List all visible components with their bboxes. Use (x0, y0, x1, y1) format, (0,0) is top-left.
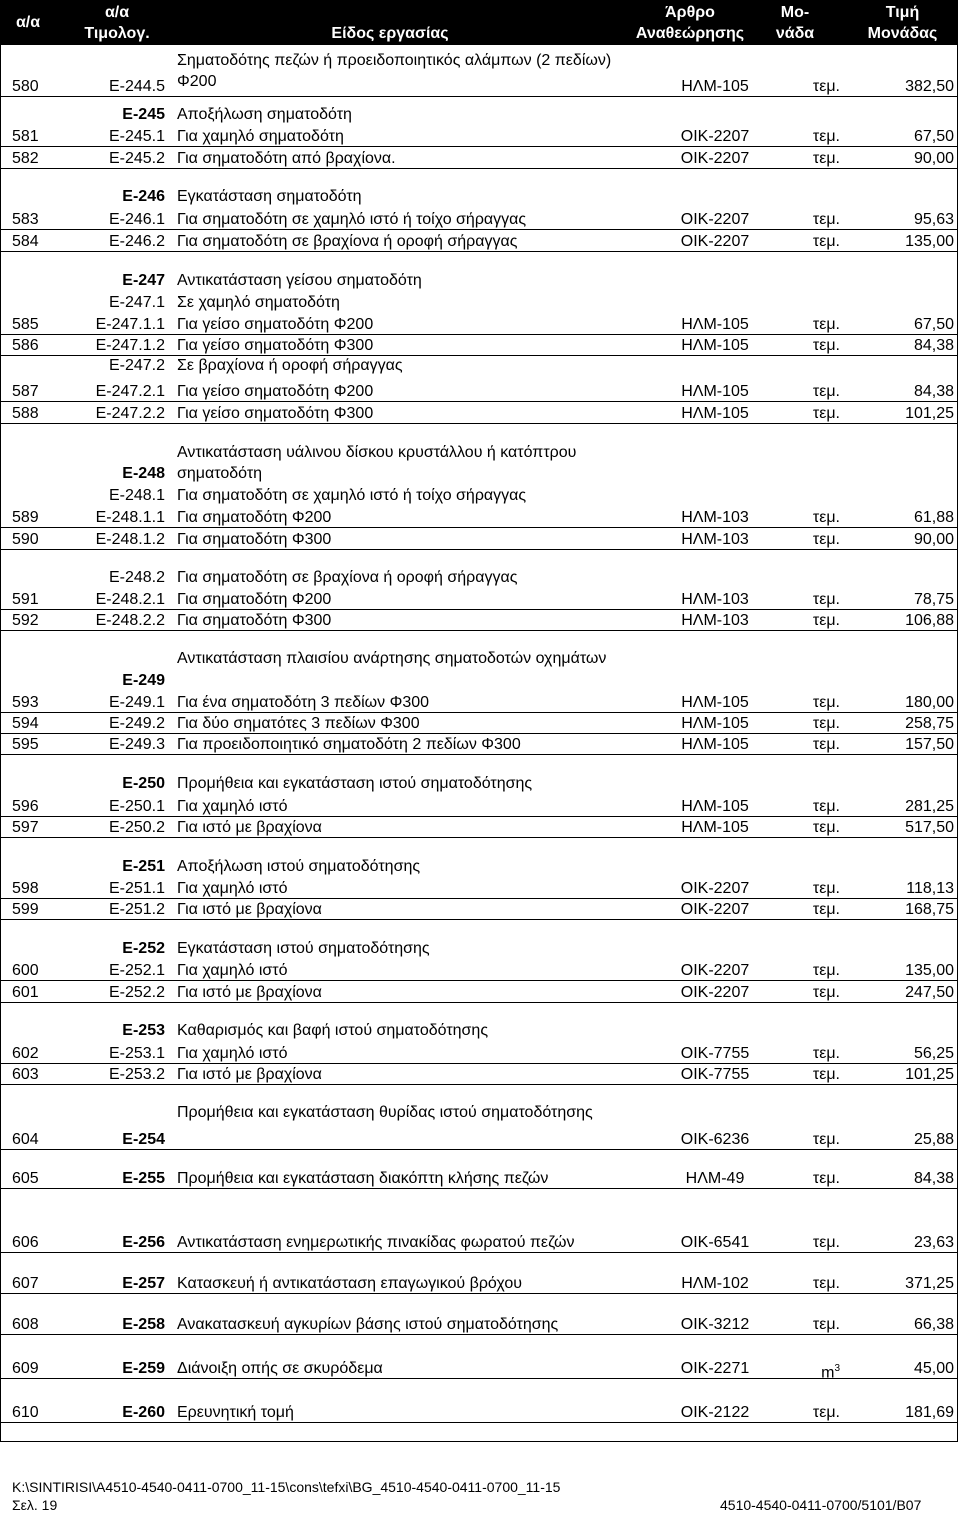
row-description: Για σηματοδότη από βραχίονα. (177, 150, 396, 167)
row-aa: 586 (12, 337, 39, 354)
row-article: ΟΙΚ-2207 (680, 233, 750, 250)
row-unit: τεμ. (812, 128, 840, 145)
row-description: Για σηματοδότη σε χαμηλό ιστό ή τοίχο σήραγγας (177, 211, 527, 228)
row-unit: τεμ. (812, 509, 840, 526)
row-article: ΗΛΜ-103 (681, 591, 749, 608)
row-code: Ε-260 (122, 1404, 165, 1421)
row-code: Ε-255 (122, 1170, 165, 1187)
row-aa: 592 (12, 612, 39, 629)
row-aa: 603 (12, 1066, 39, 1083)
row-description: Για γείσο σηματοδότη Φ200 (177, 383, 374, 400)
row-unit: τεμ. (812, 405, 840, 422)
row-price: 95,63 (913, 211, 954, 228)
row-price: 61,88 (913, 509, 954, 526)
row-description: Για σηματοδότη σε βραχίονα ή οροφή σήραγγας (177, 569, 518, 586)
row-code: Ε-259 (122, 1360, 165, 1377)
row-unit: τεμ. (812, 1275, 840, 1292)
row-description: Για σηματοδότη Φ300 (177, 531, 332, 548)
row-article: ΗΛΜ-105 (681, 819, 749, 836)
row-description: Εγκατάσταση ιστού σηματοδότησης (177, 940, 430, 957)
row-description: Αντικατάσταση ενημερωτικής πινακίδας φωρατού πεζών (177, 1234, 575, 1251)
row-code: Ε-253 (122, 1022, 165, 1039)
row-description: Αντικατάσταση πλαισίου ανάρτησης σηματοδοτών οχημάτων (177, 650, 607, 667)
row-article: ΗΛΜ-105 (681, 736, 749, 753)
row-code: Ε-245.1 (108, 128, 165, 145)
row-unit: τεμ. (812, 233, 840, 250)
row-unit: τεμ. (812, 1066, 840, 1083)
footer-page: Σελ. 19 (12, 1497, 58, 1513)
row-description: Σε βραχίονα ή οροφή σήραγγας (177, 357, 403, 374)
row-aa: 597 (12, 819, 39, 836)
row-description: Για σηματοδότη Φ200 (177, 509, 332, 526)
row-description: Για ιστό με βραχίονα (177, 819, 322, 836)
header-article-1: Άρθρο (665, 4, 715, 21)
row-code: Ε-248.2.1 (95, 591, 165, 608)
row-article: ΗΛΜ-105 (681, 78, 749, 95)
header-price-2: Μονάδας (867, 25, 938, 42)
row-code: Ε-247.1.1 (95, 316, 165, 333)
row-aa: 590 (12, 531, 39, 548)
row-code: Ε-247.2.2 (95, 405, 165, 422)
row-code: Ε-248.1 (108, 487, 165, 504)
row-description: Για χαμηλό ιστό (177, 798, 288, 815)
row-article: ΟΙΚ-2207 (680, 962, 750, 979)
row-unit: τεμ. (812, 819, 840, 836)
row-code: Ε-248.1.1 (95, 509, 165, 526)
row-code: Ε-249.2 (108, 715, 165, 732)
row-description: Για σηματοδότη Φ200 (177, 591, 332, 608)
row-code: Ε-249.1 (108, 694, 165, 711)
row-article: ΗΛΜ-103 (681, 509, 749, 526)
row-description: Για σηματοδότη σε χαμηλό ιστό ή τοίχο σήραγγας (177, 487, 527, 504)
row-code: Ε-252.2 (108, 984, 165, 1001)
row-article: ΟΙΚ-2207 (680, 128, 750, 145)
row-code: Ε-257 (122, 1275, 165, 1292)
row-description: Για ιστό με βραχίονα (177, 901, 322, 918)
row-unit: τεμ. (812, 1234, 840, 1251)
row-code: Ε-254 (122, 1131, 165, 1148)
row-article: ΟΙΚ-2207 (680, 880, 750, 897)
row-aa: 585 (12, 316, 39, 333)
row-article: ΟΙΚ-3212 (680, 1316, 750, 1333)
header-article-2: Αναθεώρησης (635, 25, 745, 42)
row-article: ΗΛΜ-103 (681, 612, 749, 629)
row-code: Ε-251.1 (108, 880, 165, 897)
row-description: Για ένα σηματοδότη 3 πεδίων Φ300 (177, 694, 430, 711)
row-description: Σε χαμηλό σηματοδότη (177, 294, 340, 311)
row-description: Ανακατασκευή αγκυρίων βάσης ιστού σηματοδότησης (177, 1316, 559, 1333)
row-aa: 609 (12, 1360, 39, 1377)
row-code: Ε-246 (122, 188, 165, 205)
row-aa: 602 (12, 1045, 39, 1062)
row-price: 181,69 (905, 1404, 954, 1421)
row-aa: 587 (12, 383, 39, 400)
row-description: Κατασκευή ή αντικατάσταση επαγωγικού βρόχου (177, 1275, 523, 1292)
row-price: 135,00 (905, 233, 954, 250)
row-unit: τεμ. (812, 962, 840, 979)
row-article: ΗΛΜ-105 (681, 798, 749, 815)
row-aa: 596 (12, 798, 39, 815)
row-price: 67,50 (913, 316, 954, 333)
row-unit: τεμ. (812, 1045, 840, 1062)
row-unit: τεμ. (812, 1170, 840, 1187)
row-code: Ε-247 (122, 272, 165, 289)
row-code: Ε-256 (122, 1234, 165, 1251)
row-code: Ε-248.2.2 (95, 612, 165, 629)
row-description: Προμήθεια και εγκατάσταση ιστού σηματοδότησης (177, 775, 533, 792)
header-aa: α/α (15, 14, 41, 31)
row-aa: 610 (12, 1404, 39, 1421)
row-code: Ε-251.2 (108, 901, 165, 918)
row-aa: 606 (12, 1234, 39, 1251)
row-unit: τεμ. (812, 798, 840, 815)
row-code: Ε-247.1 (108, 294, 165, 311)
row-unit: τεμ. (812, 880, 840, 897)
row-price: 56,25 (913, 1045, 954, 1062)
row-unit-superscript: 3 (834, 1363, 840, 1374)
row-description: Για γείσο σηματοδότη Φ300 (177, 337, 374, 354)
row-price: 157,50 (905, 736, 954, 753)
row-description: Προμήθεια και εγκατάσταση διακόπτη κλήσης πεζών (177, 1170, 549, 1187)
row-article: ΗΛΜ-103 (681, 531, 749, 548)
row-code: Ε-248.2 (108, 569, 165, 586)
row-article: ΗΛΜ-105 (681, 316, 749, 333)
row-price: 258,75 (905, 715, 954, 732)
row-description: Για χαμηλό ιστό (177, 880, 288, 897)
row-aa: 608 (12, 1316, 39, 1333)
row-code: Ε-253.2 (108, 1066, 165, 1083)
row-unit: τεμ. (812, 901, 840, 918)
row-unit: τεμ. (812, 1404, 840, 1421)
row-price: 90,00 (913, 150, 954, 167)
row-aa: 604 (12, 1131, 39, 1148)
row-aa: 581 (12, 128, 39, 145)
row-code: Ε-253.1 (108, 1045, 165, 1062)
row-description: Για ιστό με βραχίονα (177, 1066, 322, 1083)
row-article: ΗΛΜ-105 (681, 405, 749, 422)
row-price: 84,38 (913, 383, 954, 400)
row-article: ΟΙΚ-7755 (680, 1045, 750, 1062)
row-article: ΟΙΚ-2207 (680, 211, 750, 228)
row-description: Για προειδοποιητικό σηματοδότη 2 πεδίων Φ300 (177, 736, 521, 753)
header-unit-2: νάδα (775, 25, 815, 42)
row-price: 90,00 (913, 531, 954, 548)
row-unit: τεμ. (812, 383, 840, 400)
row-aa: 591 (12, 591, 39, 608)
row-description: Αντικατάσταση γείσου σηματοδότη (177, 272, 422, 289)
row-aa: 593 (12, 694, 39, 711)
row-unit: τεμ. (812, 211, 840, 228)
row-code: Ε-245 (122, 106, 165, 123)
header-aa-tim-2: Τιμολογ. (84, 25, 150, 42)
row-description: Καθαρισμός και βαφή ιστού σηματοδότησης (177, 1022, 489, 1039)
row-aa: 589 (12, 509, 39, 526)
row-price: 106,88 (905, 612, 954, 629)
row-code: Ε-246.2 (108, 233, 165, 250)
row-price: 382,50 (905, 78, 954, 95)
row-article: ΟΙΚ-7755 (680, 1066, 750, 1083)
row-description: Διάνοιξη οπής σε σκυρόδεμα (177, 1360, 383, 1377)
row-price: 101,25 (905, 405, 954, 422)
row-price: 517,50 (905, 819, 954, 836)
row-price: 78,75 (913, 591, 954, 608)
row-price: 247,50 (905, 984, 954, 1001)
row-price: 66,38 (913, 1316, 954, 1333)
row-unit: τεμ. (812, 1131, 840, 1148)
row-article: ΗΛΜ-102 (681, 1275, 749, 1292)
row-aa: 580 (12, 78, 39, 95)
row-article: ΟΙΚ-2207 (680, 150, 750, 167)
row-article: ΟΙΚ-2207 (680, 901, 750, 918)
row-aa: 594 (12, 715, 39, 732)
row-price: 371,25 (905, 1275, 954, 1292)
row-price: 84,38 (913, 337, 954, 354)
row-aa: 601 (12, 984, 39, 1001)
row-description: Ερευνητική τομή (177, 1404, 294, 1421)
row-unit: τεμ. (812, 531, 840, 548)
row-code: Ε-249.3 (108, 736, 165, 753)
row-price: 101,25 (905, 1066, 954, 1083)
row-description: Για χαμηλό ιστό (177, 1045, 288, 1062)
row-aa: 598 (12, 880, 39, 897)
row-description: Αποξήλωση σηματοδότη (177, 106, 352, 123)
row-description: Για χαμηλό σηματοδότη (177, 128, 344, 145)
row-description: Για χαμηλό ιστό (177, 962, 288, 979)
row-price: 135,00 (905, 962, 954, 979)
row-code: Ε-250 (122, 775, 165, 792)
row-description: Αποξήλωση ιστού σηματοδότησης (177, 858, 421, 875)
row-article: ΟΙΚ-6541 (680, 1234, 750, 1251)
row-unit: τεμ. (812, 150, 840, 167)
row-unit: τεμ. (812, 736, 840, 753)
row-unit: τεμ. (812, 984, 840, 1001)
row-aa: 583 (12, 211, 39, 228)
row-unit: τεμ. (812, 337, 840, 354)
row-code: Ε-258 (122, 1316, 165, 1333)
row-description: Για σηματοδότη σε βραχίονα ή οροφή σήραγγας (177, 233, 518, 250)
row-price: 25,88 (913, 1131, 954, 1148)
row-code: Ε-246.1 (108, 211, 165, 228)
row-unit: τεμ. (812, 591, 840, 608)
row-unit: τεμ. (812, 1316, 840, 1333)
row-description: Για γείσο σηματοδότη Φ300 (177, 405, 374, 422)
row-article: ΗΛΜ-49 (685, 1170, 745, 1187)
row-code: Ε-252 (122, 940, 165, 957)
row-article: ΟΙΚ-6236 (680, 1131, 750, 1148)
row-code: Ε-247.2 (108, 357, 165, 374)
row-price: 84,38 (913, 1170, 954, 1187)
header-price-1: Τιμή (885, 4, 920, 21)
footer-code: 4510-4540-0411-0700/5101/B07 (720, 1497, 922, 1513)
row-unit: τεμ. (812, 612, 840, 629)
row-code: Ε-249 (122, 672, 165, 689)
row-description: Για γείσο σηματοδότη Φ200 (177, 316, 374, 333)
row-unit: $m^3$ (821, 1363, 840, 1382)
row-price: 23,63 (913, 1234, 954, 1251)
row-price: 168,75 (905, 901, 954, 918)
row-code: Ε-250.2 (108, 819, 165, 836)
row-description: Για σηματοδότη Φ300 (177, 612, 332, 629)
row-price: 118,13 (906, 880, 954, 897)
row-unit: τεμ. (812, 694, 840, 711)
row-code: Ε-251 (122, 858, 165, 875)
row-article: ΟΙΚ-2271 (680, 1360, 750, 1377)
row-article: ΟΙΚ-2122 (680, 1404, 750, 1421)
row-article: ΗΛΜ-105 (681, 715, 749, 732)
row-code: Ε-252.1 (108, 962, 165, 979)
row-article: ΗΛΜ-105 (681, 383, 749, 400)
row-code: Ε-245.2 (108, 150, 165, 167)
row-code: Ε-247.2.1 (95, 383, 165, 400)
row-unit: τεμ. (812, 715, 840, 732)
row-article: ΗΛΜ-105 (681, 694, 749, 711)
row-unit: τεμ. (812, 316, 840, 333)
header-aa-tim-1: α/α (104, 4, 130, 21)
row-code: Ε-250.1 (108, 798, 165, 815)
row-aa: 599 (12, 901, 39, 918)
row-price: 180,00 (905, 694, 954, 711)
row-aa: 600 (12, 962, 39, 979)
row-aa: 607 (12, 1275, 39, 1292)
row-code: Ε-248.1.2 (95, 531, 165, 548)
row-aa: 595 (12, 736, 39, 753)
row-aa: 588 (12, 405, 39, 422)
header-type: Είδος εργασίας (331, 25, 449, 42)
row-price: 67,50 (913, 128, 954, 145)
row-description: Για ιστό με βραχίονα (177, 984, 322, 1001)
row-code: Ε-244.5 (108, 78, 165, 95)
row-code: Ε-247.1.2 (95, 337, 165, 354)
row-price: 45,00 (913, 1360, 954, 1377)
row-code: Ε-248 (122, 465, 165, 482)
footer-path: K:\SINTIRISI\A4510-4540-0411-0700_11-15\cons\tefxi\BG_4510-4540-0411-0700_11-15 (12, 1479, 561, 1495)
row-article: ΗΛΜ-105 (681, 337, 749, 354)
row-price: 281,25 (905, 798, 954, 815)
header-unit-1: Μο- (780, 4, 810, 21)
row-description: Αντικατάσταση υάλινου δίσκου κρυστάλλου ή κατόπτρου σηματοδότη (177, 444, 577, 482)
row-description: Για δύο σηματότες 3 πεδίων Φ300 (177, 715, 420, 732)
row-aa: 584 (12, 233, 39, 250)
row-unit: τεμ. (812, 78, 840, 95)
row-description: Σηματοδότης πεζών ή προειδοποιητικός αλάμπων (2 πεδίων) Φ200 (177, 52, 612, 90)
row-aa: 582 (12, 150, 39, 167)
row-aa: 605 (12, 1170, 39, 1187)
row-article: ΟΙΚ-2207 (680, 984, 750, 1001)
row-description: Εγκατάσταση σηματοδότη (177, 188, 362, 205)
row-description: Προμήθεια και εγκατάσταση θυρίδας ιστού σηματοδότησης (177, 1104, 593, 1121)
